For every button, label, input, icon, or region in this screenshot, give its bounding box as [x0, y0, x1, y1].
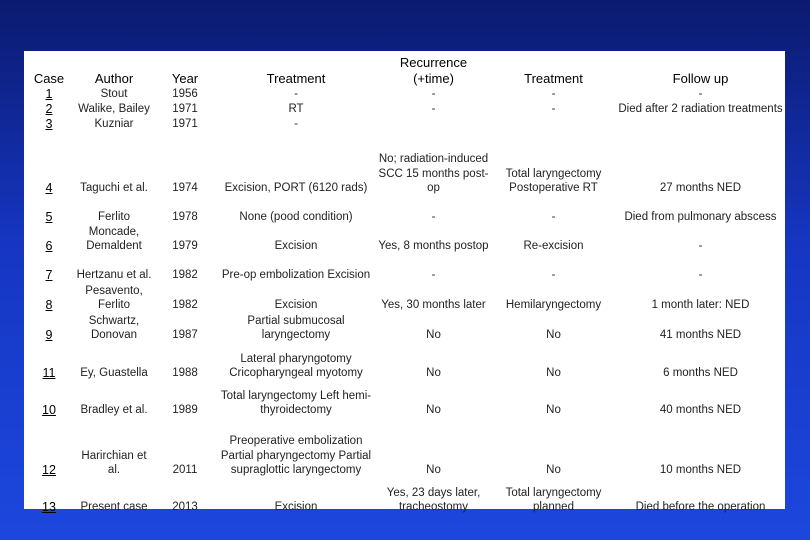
cell-followup — [616, 117, 785, 132]
cell-case: 5 — [45, 210, 53, 224]
cell-author: Schwartz, Donovan — [88, 314, 140, 341]
cell-treatment: - — [294, 88, 298, 100]
cell-followup: 27 months NED — [659, 182, 742, 194]
cell-year: 1971 — [172, 103, 198, 115]
cell-treatment: Excision, PORT (6120 rads) — [224, 182, 368, 194]
table-row — [24, 196, 785, 225]
cell-treatment2: Total laryngectomy Postoperative RT — [505, 167, 602, 194]
table-row — [24, 418, 785, 478]
table-row — [24, 313, 785, 343]
cell-case: 4 — [45, 181, 53, 195]
cell-recurrence: Yes, 30 months later — [381, 299, 486, 311]
cell-followup: 40 months NED — [659, 404, 742, 416]
cell-recurrence: No — [426, 329, 441, 341]
cell-recurrence: Yes, 8 months postop — [378, 240, 489, 252]
header-row — [24, 51, 785, 87]
header-treatment: Treatment — [266, 71, 326, 86]
cell-recurrence: - — [431, 103, 436, 115]
cell-case: 10 — [42, 403, 56, 417]
cell-author: Walike, Bailey — [78, 103, 150, 115]
cell-author: Hertzanu et al. — [76, 269, 152, 281]
cell-author: Ey, Guastella — [80, 367, 148, 379]
cell-treatment2: No — [546, 404, 561, 416]
cell-followup: Died after 2 radiation treatments — [618, 103, 783, 115]
cell-author: Ferlito — [98, 211, 130, 223]
cell-treatment: Excision — [274, 299, 318, 311]
cell-treatment2: No — [546, 464, 561, 476]
cell-followup: - — [698, 240, 703, 252]
cell-year: 1974 — [172, 182, 198, 194]
cell-author: Bradley et al. — [80, 404, 148, 416]
cell-case: 8 — [45, 298, 53, 312]
cell-followup: 41 months NED — [659, 329, 742, 341]
cell-treatment: None (pood condition) — [239, 211, 353, 223]
header-treatment-2: Treatment — [524, 71, 583, 86]
cell-author: Pesavento, Ferlito — [85, 284, 143, 311]
cell-case: 11 — [42, 366, 56, 380]
cell-year: 2011 — [172, 464, 198, 476]
cell-author: Present case — [80, 501, 148, 513]
cell-author: Moncade, Demaldent — [86, 225, 142, 252]
cell-year: 1979 — [172, 240, 198, 252]
header-year: Year — [171, 71, 199, 86]
cell-treatment2: - — [551, 211, 556, 223]
table-body — [24, 87, 785, 515]
table-row — [24, 102, 785, 117]
cell-treatment2: Re-excision — [523, 240, 584, 252]
cell-followup: Died from pulmonary abscess — [624, 211, 777, 223]
cell-author: Harirchian et al. — [81, 449, 147, 476]
table-row — [24, 381, 785, 418]
cell-treatment2: No — [546, 367, 561, 379]
table-row — [24, 132, 785, 196]
header-recurrence: Recurrence (+time) — [399, 55, 468, 86]
cell-recurrence: - — [431, 88, 436, 100]
header-case: Case — [33, 71, 65, 86]
cell-recurrence: No — [426, 464, 441, 476]
header-follow-up: Follow up — [672, 71, 729, 86]
cell-author: Taguchi et al. — [80, 182, 148, 194]
cell-recurrence: Yes, 23 days later, tracheostomy — [386, 486, 481, 513]
cell-recurrence: - — [431, 269, 436, 281]
table-row — [24, 478, 785, 515]
table-row — [24, 225, 785, 254]
cell-treatment2 — [491, 117, 616, 132]
cell-followup: - — [698, 269, 703, 281]
cell-treatment2: - — [551, 103, 556, 115]
table-panel — [24, 51, 785, 514]
cell-treatment: Lateral pharyngotomy Cricopharyngeal myotomy — [229, 352, 363, 379]
table-row — [24, 283, 785, 313]
cell-treatment: RT — [288, 103, 304, 115]
cell-case: 1 — [45, 87, 53, 101]
table-row — [24, 87, 785, 102]
cell-recurrence: No; radiation-induced SCC 15 months post-op — [378, 153, 489, 194]
cell-year: 1982 — [172, 299, 198, 311]
cell-case: 13 — [42, 500, 56, 514]
cell-year: 1989 — [172, 404, 198, 416]
cell-case: 2 — [45, 102, 53, 116]
cell-year: 1956 — [172, 88, 198, 100]
cell-case: 6 — [45, 239, 53, 253]
cell-followup: 10 months NED — [659, 464, 742, 476]
cell-year: 1978 — [172, 211, 198, 223]
cell-author: Kuzniar — [94, 118, 134, 130]
case-table — [24, 51, 785, 515]
cell-followup: 6 months NED — [663, 367, 738, 379]
cell-recurrence: - — [431, 211, 436, 223]
cell-treatment2: No — [546, 329, 561, 341]
cell-treatment2: Hemilaryngectomy — [505, 299, 602, 311]
cell-case: 7 — [45, 268, 53, 282]
cell-treatment: Pre-op embolization Excision — [221, 269, 371, 281]
cell-recurrence: No — [426, 367, 441, 379]
cell-treatment2: - — [551, 269, 556, 281]
table-row — [24, 343, 785, 381]
cell-case: 12 — [42, 463, 56, 477]
cell-followup: 1 month later: NED — [651, 299, 750, 311]
cell-year: 1982 — [172, 269, 198, 281]
cell-treatment: - — [294, 118, 298, 130]
cell-treatment2: Total laryngectomy planned — [505, 486, 602, 513]
cell-recurrence — [376, 117, 491, 132]
cell-year: 2013 — [172, 501, 198, 513]
cell-followup: - — [698, 88, 703, 100]
cell-year: 1988 — [172, 367, 198, 379]
header-author: Author — [94, 71, 134, 86]
cell-treatment2: - — [551, 88, 556, 100]
cell-treatment: Excision — [274, 501, 318, 513]
cell-recurrence: No — [426, 404, 441, 416]
cell-case: 9 — [45, 328, 53, 342]
cell-treatment: Preoperative embolization Partial pharyngectomy Partial supraglottic laryngectomy — [220, 435, 372, 476]
cell-case: 3 — [45, 117, 53, 131]
cell-author: Stout — [100, 88, 128, 100]
cell-followup: Died before the operation — [635, 501, 766, 513]
cell-treatment: Partial submucosal laryngectomy — [247, 314, 345, 341]
cell-treatment: Excision — [274, 240, 318, 252]
table-row — [24, 117, 785, 132]
cell-year: 1987 — [172, 329, 198, 341]
cell-treatment: Total laryngectomy Left hemi-thyroidectomy — [220, 389, 372, 416]
cell-year: 1971 — [172, 118, 198, 130]
table-row — [24, 254, 785, 283]
